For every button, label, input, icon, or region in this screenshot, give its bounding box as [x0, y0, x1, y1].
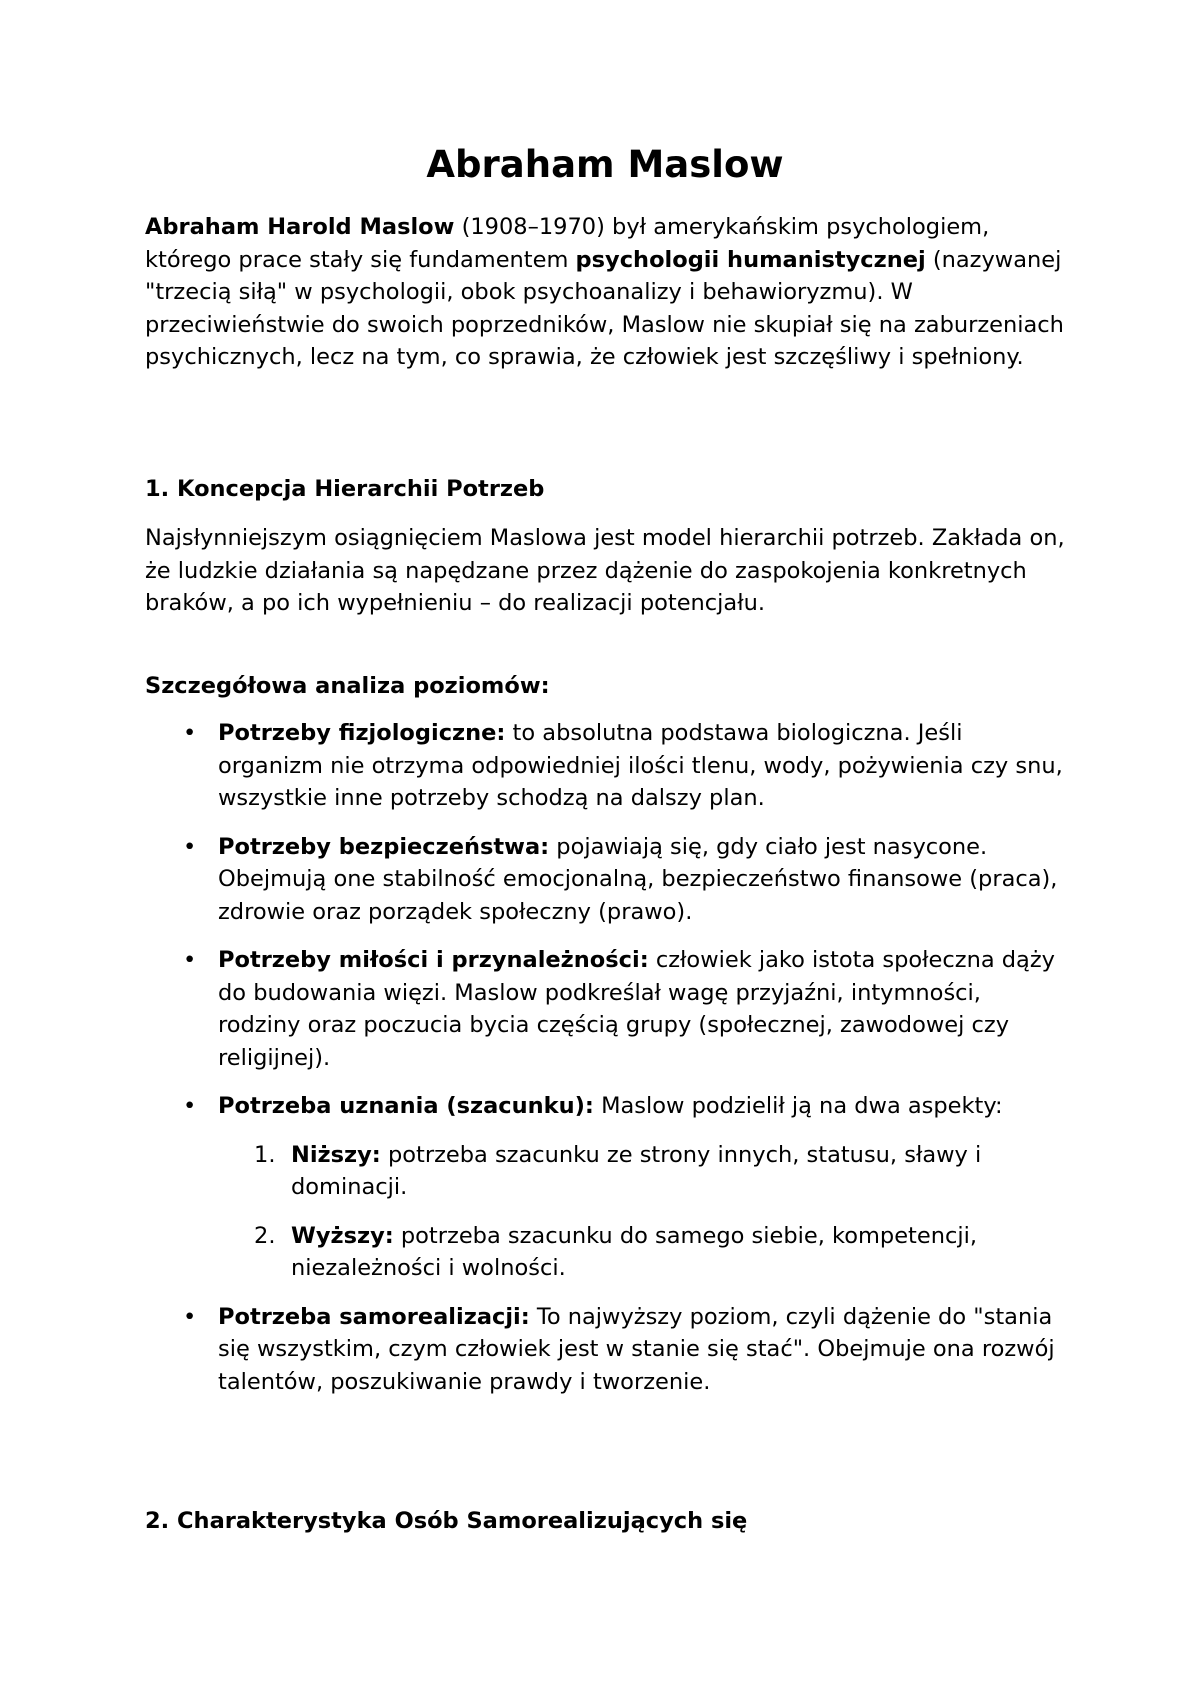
list-item-text: Maslow podzielił ją na dwa aspekty: [593, 1093, 1003, 1119]
section-1-heading: 1. Koncepcja Hierarchii Potrzeb [145, 476, 545, 502]
sublist-item-term: Niższy: [291, 1141, 381, 1168]
list-item-text: To najwyższy poziom, czyli dążenie do "stania się wszystkim, czym człowiek jest w stanie się stać". Obejmuje ona rozwój talentów, poszukiwanie prawdy i tworzenie. [218, 1303, 1055, 1395]
sublist-number: 2. [254, 1222, 276, 1249]
list-item-term: Potrzeby fizjologiczne: [218, 720, 506, 746]
list-item-text: człowiek jako istota społeczna dąży do budowania więzi. Maslow podkreślał wagę przyjaźni, intymności, rodziny oraz poczucia bycia częścią grupy (społecznej, zawodowej czy religijnej). [218, 947, 1055, 1071]
list-item-term: Potrzeby bezpieczeństwa: [218, 833, 550, 860]
bullet-icon: • [183, 833, 197, 860]
sublist-item-term: Wyższy: [291, 1222, 394, 1249]
list-item [145, 831, 1065, 929]
intro-text-2: (nazywanej "trzecią siłą" w psychologii, obok psychoanalizy i behawioryzmu). W przeciwieństwie do swoich poprzedników, Maslow nie skupiał się na zaburzeniach psychicznych, lecz na tym, co sprawia, że człowiek jest szczęśliwy i spełniony. [145, 246, 1064, 370]
sublist-item [218, 1139, 1065, 1204]
list-item-text: to absolutna podstawa biologiczna. Jeśli organizm nie otrzyma odpowiedniej ilości tlenu, wody, pożywienia czy snu, wszystkie inne potrzeby schodzą na dalszy plan. [218, 720, 1063, 811]
page-title: Abraham Maslow [426, 143, 784, 186]
bullet-icon: • [183, 1303, 197, 1330]
list-item-term: Potrzeba uznania (szacunku): [218, 1093, 594, 1119]
section-1-paragraph: Najsłynniejszym osiągnięciem Maslowa jest model hierarchii potrzeb. Zakłada on, że ludzkie działania są napędzane przez dążenie do zaspokojenia konkretnych braków, a po ich wypełnieniu – do realizacji potencjału. [145, 525, 1065, 616]
list-item [145, 944, 1065, 1074]
sublist-item [218, 1220, 1065, 1285]
intro-name: Abraham Harold Maslow [145, 214, 455, 240]
intro-term: psychologii humanistycznej [575, 246, 926, 273]
list-item-text: pojawiają się, gdy ciało jest nasycone. Obejmują one stabilność emocjonalną, bezpieczeństwo finansowe (praca), zdrowie oraz porządek społeczny (prawo). [218, 833, 1058, 925]
bullet-icon: • [183, 720, 197, 746]
list-item [145, 717, 1065, 815]
sublist-item-text: potrzeba szacunku ze strony innych, statusu, sławy i dominacji. [291, 1141, 982, 1200]
esteem-sublist [218, 1139, 1065, 1285]
section-2-heading: 2. Charakterystyka Osób Samorealizujących się [145, 1508, 748, 1534]
intro-text-1: (1908–1970) był amerykańskim psychologiem, którego prace stały się fundamentem [145, 214, 990, 273]
list-item [145, 1090, 1065, 1285]
bullet-icon: • [183, 947, 197, 973]
sublist-number: 1. [254, 1141, 276, 1168]
list-item-term: Potrzeba samorealizacji: [218, 1303, 530, 1330]
needs-list [145, 717, 1065, 1414]
list-item-term: Potrzeby miłości i przynależności: [218, 947, 649, 973]
sublist-item-text: potrzeba szacunku do samego siebie, kompetencji, niezależności i wolności. [291, 1222, 977, 1281]
intro-paragraph [145, 211, 1065, 374]
bullet-icon: • [183, 1093, 197, 1119]
levels-subheading: Szczegółowa analiza poziomów: [145, 673, 550, 699]
list-item [145, 1301, 1065, 1399]
